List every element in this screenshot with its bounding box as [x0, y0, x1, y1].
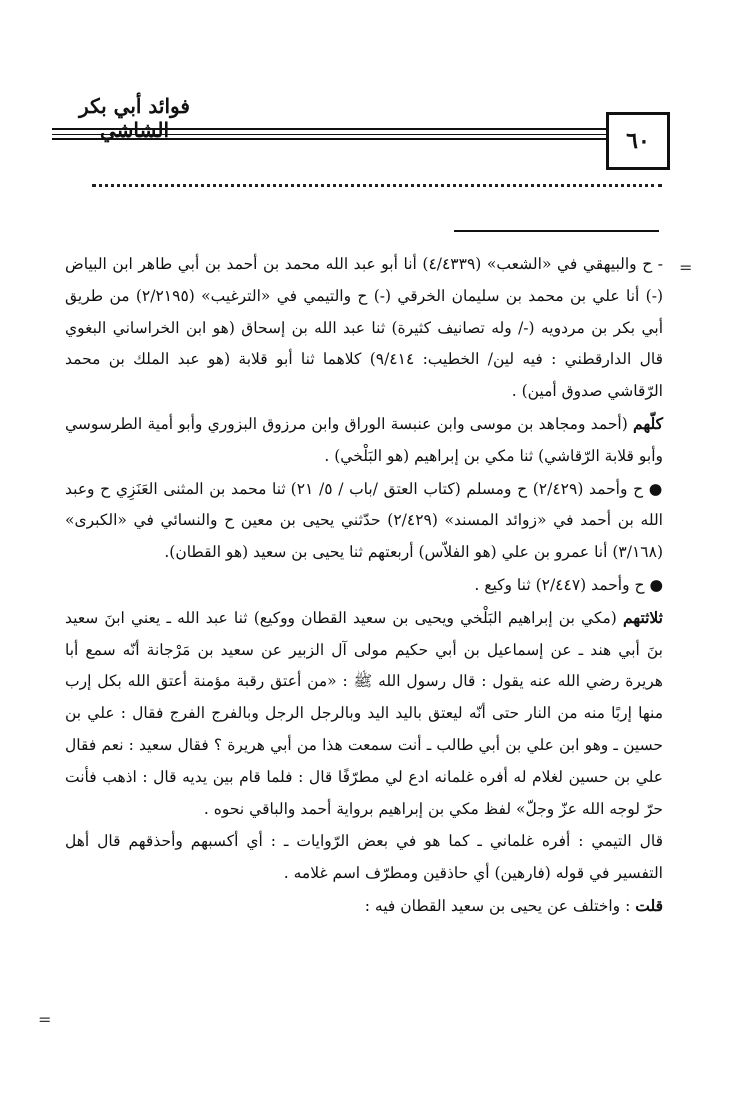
paragraph: [65, 408, 663, 473]
page-number: ٦٠: [626, 128, 650, 154]
paragraph: [65, 890, 663, 923]
footnote-rule: [454, 230, 659, 232]
paragraph-text: (أحمد ومجاهد بن موسى وابن عنبسة الوراق وابن مرزوق البزوري وأبو أمية الطرسوسي وأبو قلابة الرّقاشي) ثنا مكي بن إبراهيم (هو البَلْخي) .: [65, 414, 663, 465]
header-rule: [52, 134, 606, 135]
paragraph-text: قال التيمي : أفره غلماني ـ كما هو في بعض الرّوايات ـ : أي أكسبهم وأحذقهم قال أهل التفسير في قوله (فارهين) أي حاذقين ومطرّف اسم غلامه .: [65, 832, 663, 883]
page-header: [52, 88, 662, 166]
paragraph-text: : واختلف عن يحيى بن سعيد القطان فيه :: [364, 896, 636, 915]
bullet-icon: ●: [648, 478, 664, 498]
paragraph: [65, 602, 663, 826]
paragraph: [65, 473, 663, 569]
paragraph-text: ح وأحمد (٢/٤٤٧) ثنا وكيع .: [474, 575, 650, 594]
paragraph-text: (مكي بن إبراهيم البَلْخي ويحيى بن سعيد القطان ووكيع) ثنا عبد الله ـ يعني ابنَ سعيد بنَ أبي هند ـ عن إسماعيل بن أبي حكيم مولى آل الزبير عن سعيد بن مَرْجانة أنّه سمع أبا هريرة رضي الله عنه يقول : قال رسول الله ﷺ : «من أعتق رقبة مؤمنة أعتق الله بكل إرب منها إربًا منه من النار حتى أنّه ليعتق باليد اليد وبالرجل الرجل وبالفرج الفرج فقال : علي بن حسين ـ وهو ابن علي بن أبي طالب ـ أنت سمعت هذا من أبي هريرة ؟ فقال سعيد : نعم فقال علي بن حسين لغلام له أفره غلمانه ادع لي مطرّفًا قال : فلما قام بين يديه قال : اذهب فأنت حرّ لوجه الله عزّ وجلّ» لفظ مكي بن إبراهيم برواية أحمد والباقي نحوه .: [65, 608, 663, 818]
paragraph-text: ح وأحمد (٢/٤٢٩) ح ومسلم (كتاب العتق /باب / ٥/ ٢١) ثنا محمد بن المثنى العَنَزِي ح وعبد الله بن أحمد في «زوائد المسند» (٢/٤٢٩) حدّثني يحيى بن معين ح والنسائي في «الكبرى» (٣/١٦٨) أنا عمرو بن علي (هو الفلاّس) أربعتهم ثنا يحيى بن سعيد (هو القطان).: [65, 479, 663, 562]
paragraph-lead: ثلاثتهم: [622, 607, 663, 627]
paragraph: [65, 825, 663, 890]
margin-mark-bottom: =: [38, 1010, 52, 1029]
paragraph: [65, 569, 663, 602]
paragraph-text: - ح والبيهقي في «الشعب» (٤/٤٣٣٩) أنا أبو عبد الله محمد بن أحمد بن أبي طاهر ابن البياض (-) أنا علي بن محمد بن سليمان الخرقي (-) ح والتيمي في «الترغيب» (٢/٢١٩٥) من طريق أبي بكر بن مردويه (-/ وله تصانيف كثيرة) ثنا عبد الله بن إسحاق (هو ابن الخراساني البغوي قال الدارقطني : فيه لين/ الخطيب: ٩/٤١٤) كلاهما ثنا أبو قلابة (هو عبد الملك بن محمد الرّقاشي صدوق أمين) .: [65, 255, 663, 401]
book-title: فوائد أبي بكر الشاشي: [79, 94, 190, 142]
bullet-icon: ●: [649, 574, 663, 594]
paragraph-lead: كلّهم: [633, 413, 663, 433]
paragraph-lead: قلت: [635, 895, 663, 915]
page-number-box: [606, 112, 670, 170]
main-text: [65, 248, 663, 923]
header-rule: [52, 128, 606, 130]
header-rule: [52, 138, 606, 140]
paragraph: [65, 248, 663, 408]
margin-mark-top: =: [679, 258, 693, 277]
dotted-separator: [92, 184, 662, 187]
